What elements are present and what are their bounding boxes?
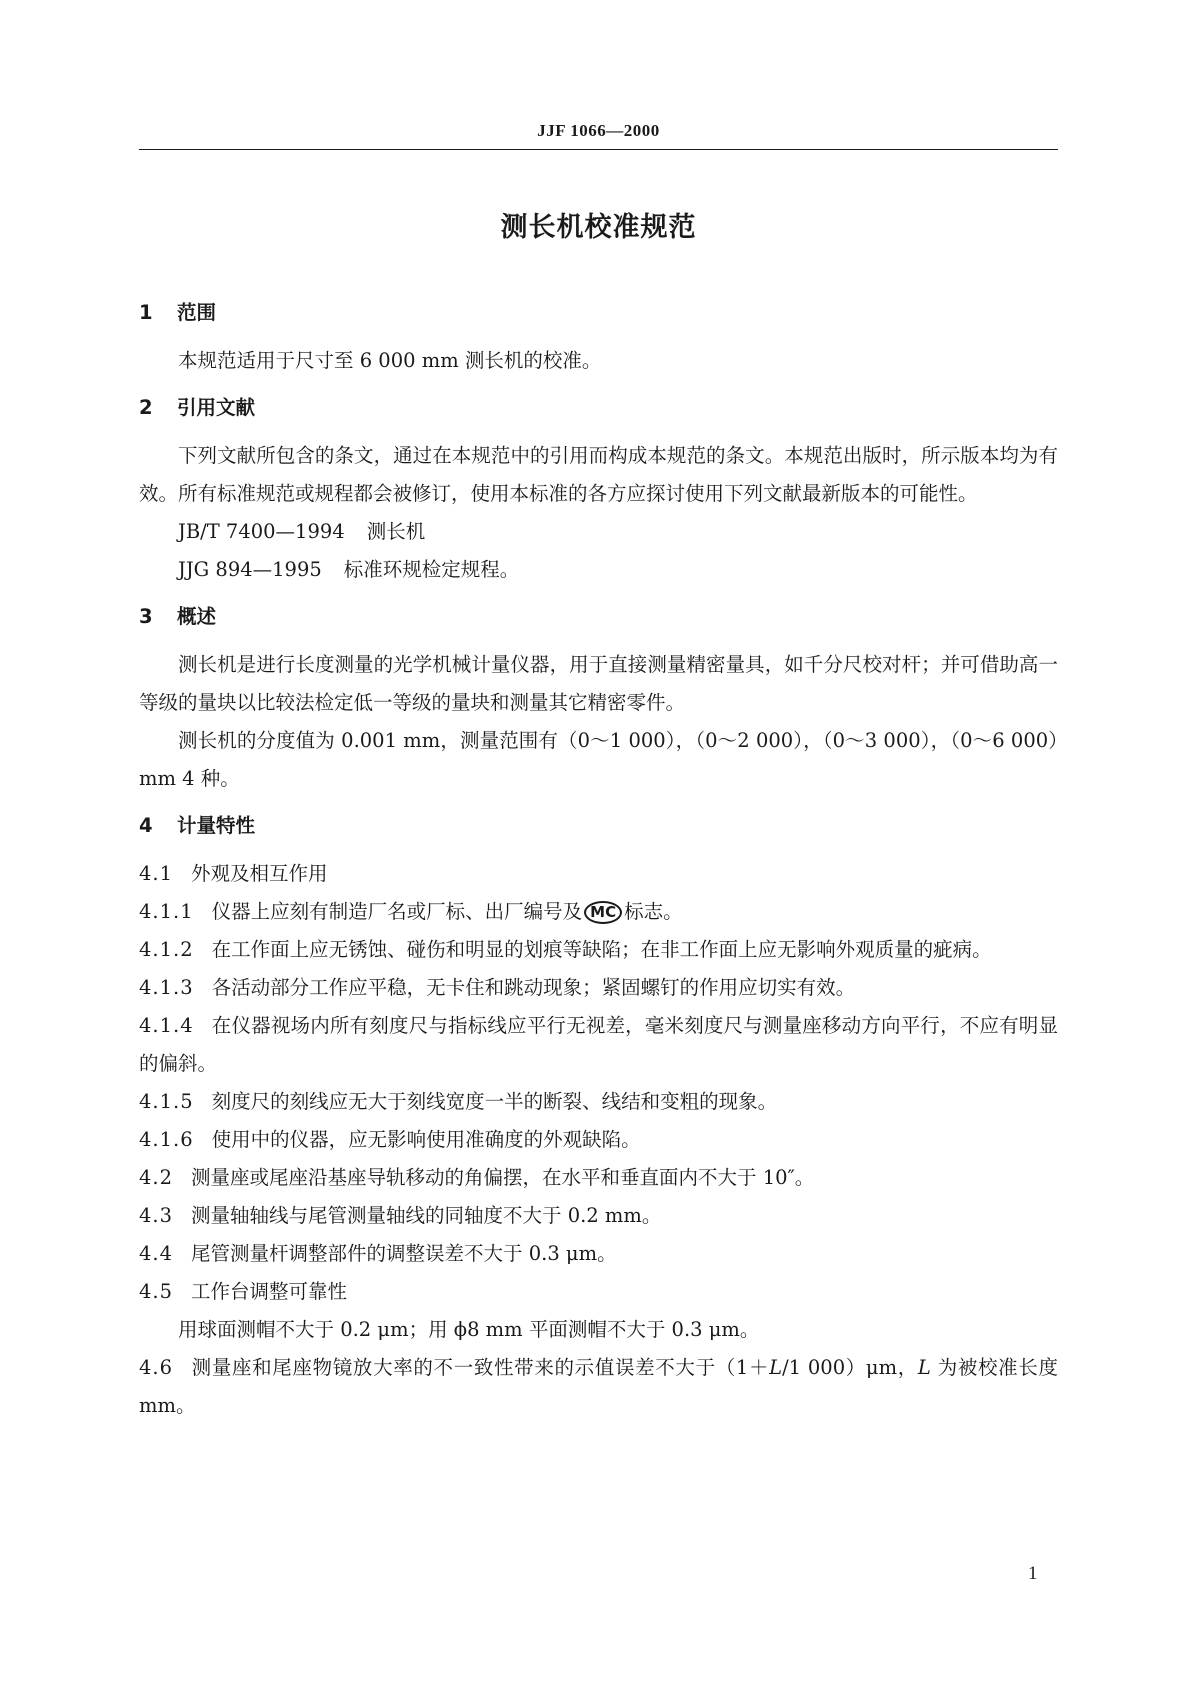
clause-number: 4.5: [139, 1280, 174, 1303]
clause-text: 外观及相互作用: [191, 862, 328, 885]
variable-l: L: [917, 1356, 931, 1379]
clause-4-1-2: [139, 931, 1058, 969]
clause-4-1-6: [139, 1121, 1058, 1159]
clause-4-6: [139, 1349, 1058, 1425]
section-2-paragraph: 下列文献所包含的条文，通过在本规范中的引用而构成本规范的条文。本规范出版时，所示版本均为有效。所有标准规范或规程都会被修订，使用本标准的各方应探讨使用下列文献最新版本的可能性。: [139, 444, 1058, 505]
clause-4-1-1: [139, 893, 1058, 931]
clause-number: 4.1.2: [139, 938, 194, 961]
section-title: 概述: [177, 605, 217, 628]
clause-number: 4.3: [139, 1204, 174, 1227]
section-title: 引用文献: [177, 396, 256, 419]
reference-code: JB/T 7400—1994: [178, 520, 345, 543]
section-title: 计量特性: [177, 814, 256, 837]
section-1-heading: [139, 298, 1058, 328]
clause-4-2: [139, 1159, 1058, 1197]
clause-4-1: [139, 855, 1058, 893]
clause-4-3: [139, 1197, 1058, 1235]
reference-item: [139, 551, 1058, 589]
reference-item: [139, 513, 1058, 551]
clause-number: 4.1.6: [139, 1128, 194, 1151]
clause-text: 测量座或尾座沿基座导轨移动的角偏摆，在水平和垂直面内不大于 10″。: [191, 1166, 815, 1189]
clause-number: 4.1.5: [139, 1090, 194, 1113]
section-number: 1: [139, 301, 153, 324]
clause-number: 4.1.3: [139, 976, 194, 999]
clause-4-1-5: [139, 1083, 1058, 1121]
clause-number: 4.6: [139, 1356, 174, 1379]
clause-text: 各活动部分工作应平稳，无卡住和跳动现象；紧固螺钉的作用应切实有效。: [211, 976, 856, 999]
clause-4-5: [139, 1273, 1058, 1311]
clause-text: 刻度尺的刻线应无大于刻线宽度一半的断裂、线结和变粗的现象。: [211, 1090, 778, 1113]
section-4-heading: [139, 811, 1058, 841]
clause-text-end: 为被校准长度 mm。: [139, 1356, 1058, 1417]
clause-number: 4.1.4: [139, 1014, 194, 1037]
clause-text-end: 标志。: [624, 900, 683, 923]
section-3-paragraph-1: 测长机是进行长度测量的光学机械计量仪器，用于直接测量精密量具，如千分尺校对杆；并可借助高一等级的量块以比较法检定低一等级的量块和测量其它精密零件。: [139, 653, 1058, 714]
clause-text: 测量座和尾座物镜放大率的不一致性带来的示值误差不大于（1＋: [191, 1356, 770, 1379]
section-number: 2: [139, 396, 153, 419]
clause-text: 使用中的仪器，应无影响使用准确度的外观缺陷。: [211, 1128, 641, 1151]
document-body: [139, 298, 1058, 1425]
section-1-paragraph: 本规范适用于尺寸至 6 000 mm 测长机的校准。: [178, 349, 602, 372]
clause-number: 4.1: [139, 862, 174, 885]
clause-4-4: [139, 1235, 1058, 1273]
mc-mark-icon: MC: [584, 901, 622, 924]
clause-text: 尾管测量杆调整部件的调整误差不大于 0.3 μm。: [191, 1242, 617, 1265]
reference-name: 标准环规检定规程。: [343, 558, 520, 581]
section-3-paragraph-2: 测长机的分度值为 0.001 mm，测量范围有（0～1 000），（0～2 000），（0～3 000），（0～6 000）mm 4 种。: [139, 729, 1058, 790]
header-rule: [139, 149, 1058, 150]
clause-number: 4.1.1: [139, 900, 194, 923]
section-2-heading: [139, 393, 1058, 423]
clause-4-1-4: [139, 1007, 1058, 1083]
variable-l: L: [769, 1356, 783, 1379]
clause-text: 工作台调整可靠性: [191, 1280, 348, 1303]
clause-4-1-3: [139, 969, 1058, 1007]
section-3-heading: [139, 602, 1058, 632]
section-number: 3: [139, 605, 153, 628]
section-title: 范围: [177, 301, 217, 324]
clause-text: 在仪器视场内所有刻度尺与指标线应平行无视差，毫米刻度尺与测量座移动方向平行，不应有明显的偏斜。: [139, 1014, 1058, 1075]
clause-4-5-detail: 用球面测帽不大于 0.2 μm；用 ϕ8 mm 平面测帽不大于 0.3 μm。: [178, 1318, 760, 1341]
page-number: 1: [1028, 1563, 1038, 1584]
section-number: 4: [139, 814, 153, 837]
clause-number: 4.2: [139, 1166, 174, 1189]
clause-number: 4.4: [139, 1242, 174, 1265]
reference-code: JJG 894—1995: [178, 558, 322, 581]
document-title: 测长机校准规范: [500, 212, 697, 243]
clause-text: /1 000）μm，: [782, 1356, 918, 1379]
clause-text: 在工作面上应无锈蚀、碰伤和明显的划痕等缺陷；在非工作面上应无影响外观质量的疵病。: [211, 938, 992, 961]
reference-name: 测长机: [366, 520, 426, 543]
standard-code-header: JJF 1066—2000: [537, 121, 660, 140]
clause-text: 仪器上应刻有制造厂名或厂标、出厂编号及: [211, 900, 583, 923]
clause-text: 测量轴轴线与尾管测量轴线的同轴度不大于 0.2 mm。: [191, 1204, 662, 1227]
